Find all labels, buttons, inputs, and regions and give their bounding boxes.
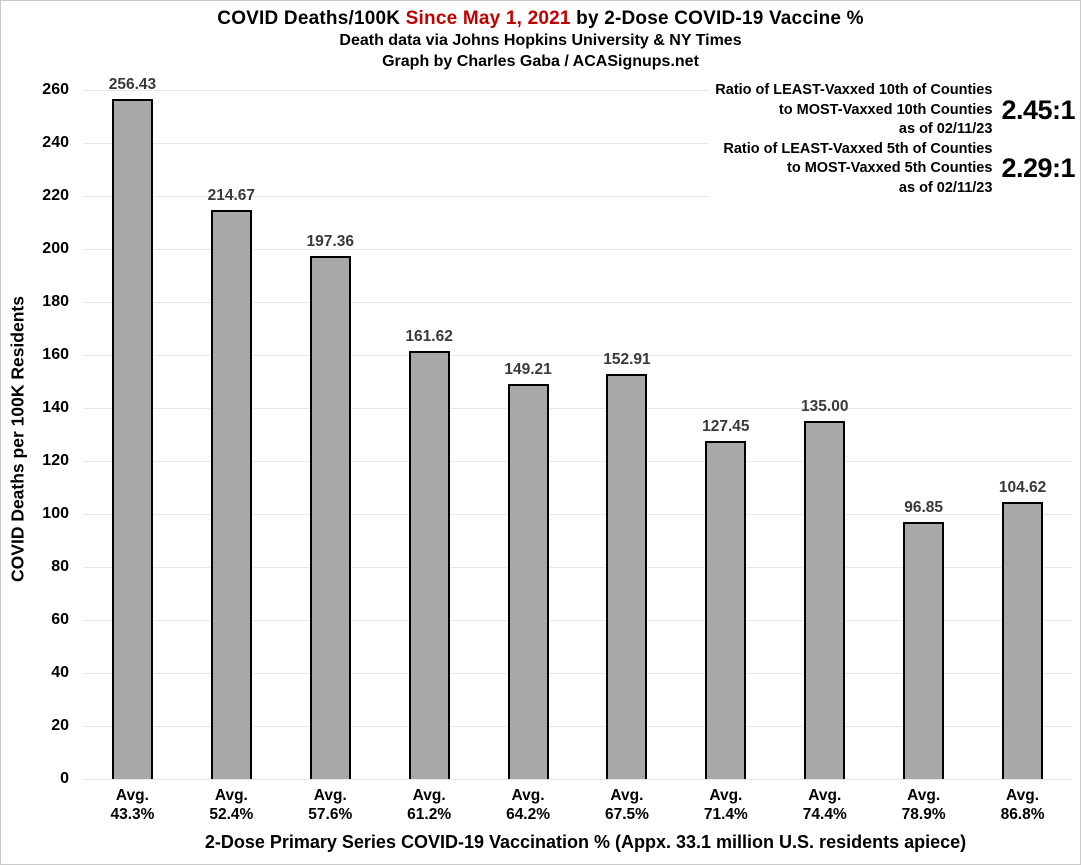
- bar: [903, 522, 944, 779]
- x-tick-label: [110, 787, 154, 824]
- y-axis-title: COVID Deaths per 100K Residents: [7, 296, 28, 582]
- x-tick-percent: 74.4%: [802, 805, 847, 823]
- bar-value-label: 256.43: [108, 76, 157, 94]
- chart-title: [1, 7, 1080, 30]
- bar-value-label: 149.21: [504, 360, 552, 378]
- x-tick-prefix: Avg.: [907, 787, 941, 804]
- ratio-10th-line3: as of 02/11/23: [898, 121, 993, 137]
- bar-value-label: 152.91: [603, 350, 651, 368]
- x-tick-label: [506, 787, 550, 824]
- bar-value-label: 96.85: [904, 499, 944, 517]
- title-text-right: by 2-Dose COVID-19 Vaccine %: [570, 8, 864, 29]
- bar-value-label: 197.36: [306, 233, 354, 250]
- y-tick-label: 240: [42, 134, 69, 151]
- gridline: [83, 779, 1072, 780]
- chart-subtitle-source: Death data via Johns Hopkins University & NY Times: [339, 32, 742, 49]
- bar: [310, 256, 351, 779]
- x-axis-title: 2-Dose Primary Series COVID-19 Vaccination % (Appx. 33.1 million U.S. residents apiece): [204, 832, 967, 852]
- ratio-5th-line2: to MOST-Vaxxed 5th Counties: [786, 160, 993, 176]
- ratio-5th-value: 2.29:1: [1001, 153, 1075, 184]
- ratio-10th-line2: to MOST-Vaxxed 10th Counties: [778, 101, 993, 118]
- x-tick-percent: 67.5%: [604, 805, 649, 823]
- ratio-5th-text: [723, 140, 992, 199]
- bar: [211, 210, 252, 779]
- y-tick-label: 220: [42, 187, 69, 204]
- ratio-5th-line1: Ratio of LEAST-Vaxxed 5th of Counties: [723, 140, 993, 157]
- x-tick-label: [704, 787, 748, 824]
- bar-value-label: 214.67: [207, 187, 256, 205]
- x-tick-percent: 86.8%: [1000, 805, 1045, 823]
- x-tick-percent: 57.6%: [308, 805, 353, 823]
- x-tick-prefix: Avg.: [115, 787, 149, 804]
- x-tick-prefix: Avg.: [412, 787, 446, 804]
- bar: [705, 441, 746, 779]
- y-tick-label: 140: [42, 399, 69, 416]
- y-tick-label: 80: [51, 558, 69, 575]
- x-tick-label: [308, 787, 352, 824]
- x-tick-prefix: Avg.: [709, 787, 743, 804]
- x-tick-percent: 71.4%: [703, 805, 748, 823]
- y-tick-label: 20: [51, 717, 69, 734]
- x-tick-percent: 64.2%: [506, 805, 551, 823]
- x-tick-label: [407, 787, 451, 824]
- ratio-10th-line1: Ratio of LEAST-Vaxxed 10th of Counties: [715, 82, 993, 98]
- chart-subtitle-credit: Graph by Charles Gaba / ACASignups.net: [382, 53, 699, 70]
- ratio-row-10th: [715, 81, 1075, 140]
- bar: [1002, 502, 1043, 779]
- x-tick-percent: 52.4%: [209, 805, 254, 823]
- x-tick-prefix: Avg.: [313, 787, 347, 804]
- x-tick-prefix: Avg.: [610, 787, 644, 804]
- ratio-10th-value: 2.45:1: [1001, 94, 1075, 125]
- y-tick-label: 40: [51, 664, 69, 681]
- ratio-annotation-block: [709, 81, 1075, 198]
- y-tick-label: 180: [42, 293, 69, 310]
- ratio-10th-text: [715, 81, 992, 140]
- y-tick-label: 260: [42, 81, 69, 98]
- bar: [112, 99, 153, 779]
- x-tick-label: [605, 787, 649, 824]
- x-tick-prefix: Avg.: [808, 787, 842, 804]
- bar: [804, 421, 845, 779]
- x-tick-prefix: Avg.: [1006, 787, 1040, 804]
- x-tick-label: [209, 787, 253, 824]
- x-tick-prefix: Avg.: [511, 787, 545, 804]
- y-tick-label: 200: [42, 240, 69, 257]
- x-tick-prefix: Avg.: [214, 787, 248, 804]
- x-tick-percent: 61.2%: [407, 805, 452, 823]
- title-text-left: COVID Deaths/100K: [217, 8, 406, 29]
- x-tick-label: [1001, 787, 1045, 824]
- y-tick-label: 60: [51, 611, 69, 628]
- bar-value-label: 127.45: [702, 418, 750, 436]
- bar-value-label: 161.62: [405, 327, 453, 345]
- bar: [508, 384, 549, 779]
- x-tick-label: [803, 787, 847, 824]
- bar-value-label: 104.62: [998, 478, 1047, 496]
- chart-title-block: [1, 7, 1080, 72]
- y-tick-label: 100: [42, 505, 69, 522]
- x-tick-percent: 78.9%: [901, 805, 946, 823]
- bar-value-label: 135.00: [801, 398, 849, 416]
- bar: [606, 374, 647, 779]
- ratio-5th-line3: as of 02/11/23: [898, 179, 993, 196]
- x-tick-percent: 43.3%: [110, 805, 155, 823]
- bar: [409, 351, 450, 779]
- y-tick-label: 0: [60, 770, 69, 787]
- title-highlight-date: Since May 1, 2021: [405, 8, 571, 29]
- y-tick-label: 160: [42, 346, 69, 363]
- x-tick-label: [902, 787, 946, 824]
- ratio-row-5th: [715, 140, 1075, 199]
- y-tick-label: 120: [42, 452, 69, 469]
